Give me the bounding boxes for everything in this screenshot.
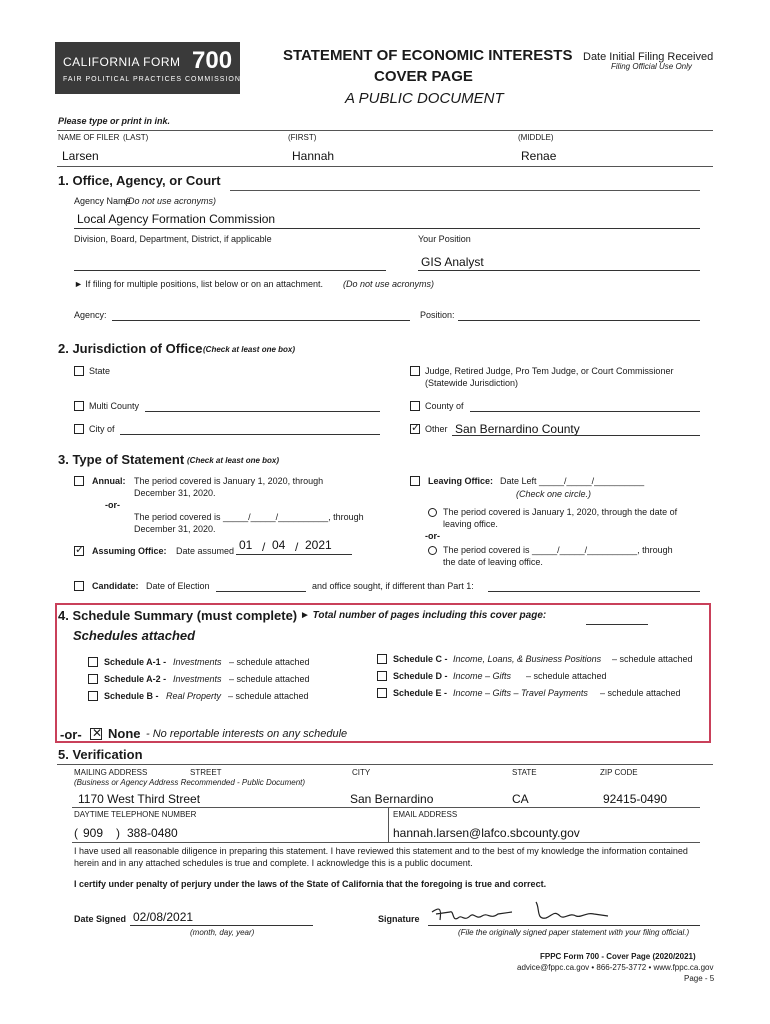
- schedule-b-rest: – schedule attached: [228, 691, 309, 701]
- position-field[interactable]: GIS Analyst: [421, 255, 484, 269]
- section2-note: (Check at least one box): [203, 345, 296, 354]
- date-sep-1: /: [262, 540, 266, 554]
- schedule-a2-italic: Investments: [173, 674, 222, 684]
- first-name-field[interactable]: Hannah: [292, 149, 335, 163]
- candidate-text2: and office sought, if different than Part 1:: [312, 581, 474, 591]
- footer-page: Page - 5: [684, 974, 715, 983]
- zip-field[interactable]: 92415-0490: [603, 792, 668, 806]
- leaving-text: Date Left _____/_____/__________: [500, 476, 645, 486]
- city-label-5: CITY: [352, 768, 371, 777]
- title-public: A PUBLIC DOCUMENT: [345, 90, 504, 107]
- date-signed-field[interactable]: 02/08/2021: [133, 910, 194, 924]
- none-checkbox[interactable]: [90, 728, 102, 740]
- or2: -or-: [425, 531, 440, 541]
- phone-area-field[interactable]: 909: [83, 826, 104, 840]
- schedule-a1-rest: – schedule attached: [229, 657, 310, 667]
- schedule-a2-rest: – schedule attached: [229, 674, 310, 684]
- other-label: Other: [425, 424, 448, 434]
- none-label: None: [108, 726, 141, 741]
- mailing-label: MAILING ADDRESS: [74, 768, 148, 777]
- county-checkbox[interactable]: [410, 401, 420, 411]
- annual-text: The period covered is January 1, 2020, through: [134, 476, 324, 486]
- annual-text2: December 31, 2020.: [134, 488, 216, 498]
- street-field[interactable]: 1170 West Third Street: [78, 792, 201, 806]
- schedule-b-label: Schedule B -: [104, 691, 159, 701]
- date-sep-2: /: [295, 540, 299, 554]
- schedule-a1-italic: Investments: [173, 657, 222, 667]
- diligence-text2: herein and in any attached schedules is true and complete. I acknowledge this is a public document.: [74, 858, 473, 868]
- date-signed-label: Date Signed: [74, 914, 127, 924]
- assumed-day[interactable]: 04: [272, 538, 286, 552]
- assumed-month[interactable]: 01: [239, 538, 253, 552]
- assuming-label: Assuming Office:: [92, 546, 167, 556]
- email-field[interactable]: hannah.larsen@lafco.sbcounty.gov: [393, 826, 580, 840]
- mailing-note: (Business or Agency Address Recommended - Public Document): [74, 778, 306, 787]
- section3-note: (Check at least one box): [187, 456, 280, 465]
- agency-note: (Do not use acronyms): [125, 196, 217, 206]
- x-mark-icon: ✕: [92, 726, 103, 740]
- leave-option1b: leaving office.: [443, 519, 498, 529]
- multi-county-label: Multi County: [89, 401, 140, 411]
- logo-number: 700: [192, 47, 233, 74]
- leave-option2: The period covered is _____/_____/__________, through: [443, 545, 673, 555]
- judge-label: Judge, Retired Judge, Pro Tem Judge, or Court Commissioner: [425, 366, 674, 376]
- none-or: -or-: [60, 727, 82, 742]
- other-checkbox[interactable]: [410, 424, 420, 434]
- annual-checkbox[interactable]: [74, 476, 84, 486]
- period-text: The period covered is _____/_____/__________, through: [134, 512, 364, 522]
- title-main: STATEMENT OF ECONOMIC INTERESTS: [283, 47, 573, 64]
- logo-line1: CALIFORNIA FORM: [63, 55, 181, 69]
- multi-county-checkbox[interactable]: [74, 401, 84, 411]
- street-label: STREET: [190, 768, 222, 777]
- section3-heading: 3. Type of Statement: [58, 452, 185, 467]
- schedule-c-checkbox[interactable]: [377, 654, 387, 664]
- leave-option2b: the date of leaving office.: [443, 557, 543, 567]
- state-checkbox[interactable]: [74, 366, 84, 376]
- email-divider: [388, 807, 389, 843]
- schedule-d-checkbox[interactable]: [377, 671, 387, 681]
- schedule-e-italic: Income – Gifts – Travel Payments: [453, 688, 588, 698]
- section1-heading: 1. Office, Agency, or Court: [58, 173, 221, 188]
- section5-heading: 5. Verification: [58, 747, 143, 762]
- zip-label: ZIP CODE: [600, 768, 638, 777]
- period-text2: December 31, 2020.: [134, 524, 216, 534]
- agency-field[interactable]: Local Agency Formation Commission: [77, 212, 276, 226]
- schedule-a1-checkbox[interactable]: [88, 657, 98, 667]
- diligence-text: I have used all reasonable diligence in preparing this statement. I have reviewed this statement and to the best of my knowledge the information contained: [74, 846, 688, 856]
- county-label: County of: [425, 401, 464, 411]
- leave-option1: The period covered is January 1, 2020, through the date of: [443, 507, 678, 517]
- phone-number-field[interactable]: 388-0480: [127, 826, 178, 840]
- received-sub: Filing Official Use Only: [611, 62, 692, 71]
- agency-label: Agency Name: [74, 196, 131, 206]
- schedule-e-label: Schedule E -: [393, 688, 448, 698]
- leave-option1-radio[interactable]: [428, 508, 437, 517]
- position-label: Your Position: [418, 234, 471, 244]
- first-label: (FIRST): [288, 133, 317, 142]
- leaving-label: Leaving Office:: [428, 476, 494, 486]
- schedule-c-label: Schedule C -: [393, 654, 448, 664]
- schedule-a1-label: Schedule A-1 -: [104, 657, 167, 667]
- city-field[interactable]: San Bernardino: [350, 792, 434, 806]
- title-cover: COVER PAGE: [374, 68, 473, 85]
- candidate-text: Date of Election: [146, 581, 210, 591]
- signature-note: (File the originally signed paper statement with your filing official.): [458, 928, 690, 937]
- email-label: EMAIL ADDRESS: [393, 810, 458, 819]
- candidate-checkbox[interactable]: [74, 581, 84, 591]
- position2-label: Position:: [420, 310, 455, 320]
- multi-note-italic: (Do not use acronyms): [343, 279, 435, 289]
- judge-sub: (Statewide Jurisdiction): [425, 378, 519, 388]
- section2-heading: 2. Jurisdiction of Office: [58, 341, 203, 356]
- footer-contact: advice@fppc.ca.gov • 866-275-3772 • www.fppc.ca.gov: [517, 963, 714, 972]
- schedule-d-label: Schedule D -: [393, 671, 448, 681]
- state-label: State: [89, 366, 111, 376]
- schedule-e-checkbox[interactable]: [377, 688, 387, 698]
- leave-option2-radio[interactable]: [428, 546, 437, 555]
- multi-note: ► If filing for multiple positions, list below or on an attachment.: [74, 279, 324, 289]
- middle-label: (MIDDLE): [518, 133, 554, 142]
- schedule-d-rest: – schedule attached: [526, 671, 607, 681]
- total-pages-label: ► Total number of pages including this cover page:: [300, 610, 547, 621]
- logo-line2: FAIR POLITICAL PRACTICES COMMISSION: [63, 76, 241, 83]
- assumed-year[interactable]: 2021: [305, 538, 332, 552]
- last-label: (LAST): [123, 133, 149, 142]
- phone-paren-close: ): [116, 826, 120, 840]
- state-field[interactable]: CA: [512, 792, 529, 806]
- none-text: - No reportable interests on any schedule: [146, 728, 348, 740]
- phone-label: DAYTIME TELEPHONE NUMBER: [74, 810, 197, 819]
- schedule-b-italic: Real Property: [166, 691, 222, 701]
- date-note: (month, day, year): [190, 928, 255, 937]
- assuming-checkbox[interactable]: [74, 546, 84, 556]
- last-name-field[interactable]: Larsen: [62, 149, 99, 163]
- judge-checkbox[interactable]: [410, 366, 420, 376]
- schedule-d-italic: Income – Gifts: [453, 671, 512, 681]
- candidate-label: Candidate:: [92, 581, 139, 591]
- schedule-a2-label: Schedule A-2 -: [104, 674, 167, 684]
- instruction: Please type or print in ink.: [58, 116, 171, 126]
- schedule-c-italic: Income, Loans, & Business Positions: [453, 654, 602, 664]
- schedule-c-rest: – schedule attached: [612, 654, 693, 664]
- schedule-e-rest: – schedule attached: [600, 688, 681, 698]
- received-label: Date Initial Filing Received: [583, 51, 714, 63]
- leaving-checkbox[interactable]: [410, 476, 420, 486]
- annual-label: Annual:: [92, 476, 126, 486]
- city-label: City of: [89, 424, 115, 434]
- name-label: NAME OF FILER: [58, 133, 120, 142]
- city-checkbox[interactable]: [74, 424, 84, 434]
- assuming-text: Date assumed: [176, 546, 235, 556]
- agency2-label: Agency:: [74, 310, 107, 320]
- schedules-attached: Schedules attached: [73, 628, 196, 643]
- state-label-5: STATE: [512, 768, 537, 777]
- certify-text: I certify under penalty of perjury under the laws of the State of California that the foregoing is true and correct.: [74, 879, 547, 889]
- section4-heading: 4. Schedule Summary (must complete): [58, 608, 298, 623]
- or1: -or-: [105, 500, 120, 510]
- form-logo: [55, 42, 240, 94]
- division-label: Division, Board, Department, District, if applicable: [74, 234, 272, 244]
- phone-paren-open: (: [74, 826, 78, 840]
- footer-form: FPPC Form 700 - Cover Page (2020/2021): [540, 952, 696, 961]
- middle-name-field[interactable]: Renae: [521, 149, 557, 163]
- other-field[interactable]: San Bernardino County: [455, 422, 580, 436]
- check-one: (Check one circle.): [516, 489, 592, 499]
- schedule-a2-checkbox[interactable]: [88, 674, 98, 684]
- signature-label: Signature: [378, 914, 420, 924]
- schedule-b-checkbox[interactable]: [88, 691, 98, 701]
